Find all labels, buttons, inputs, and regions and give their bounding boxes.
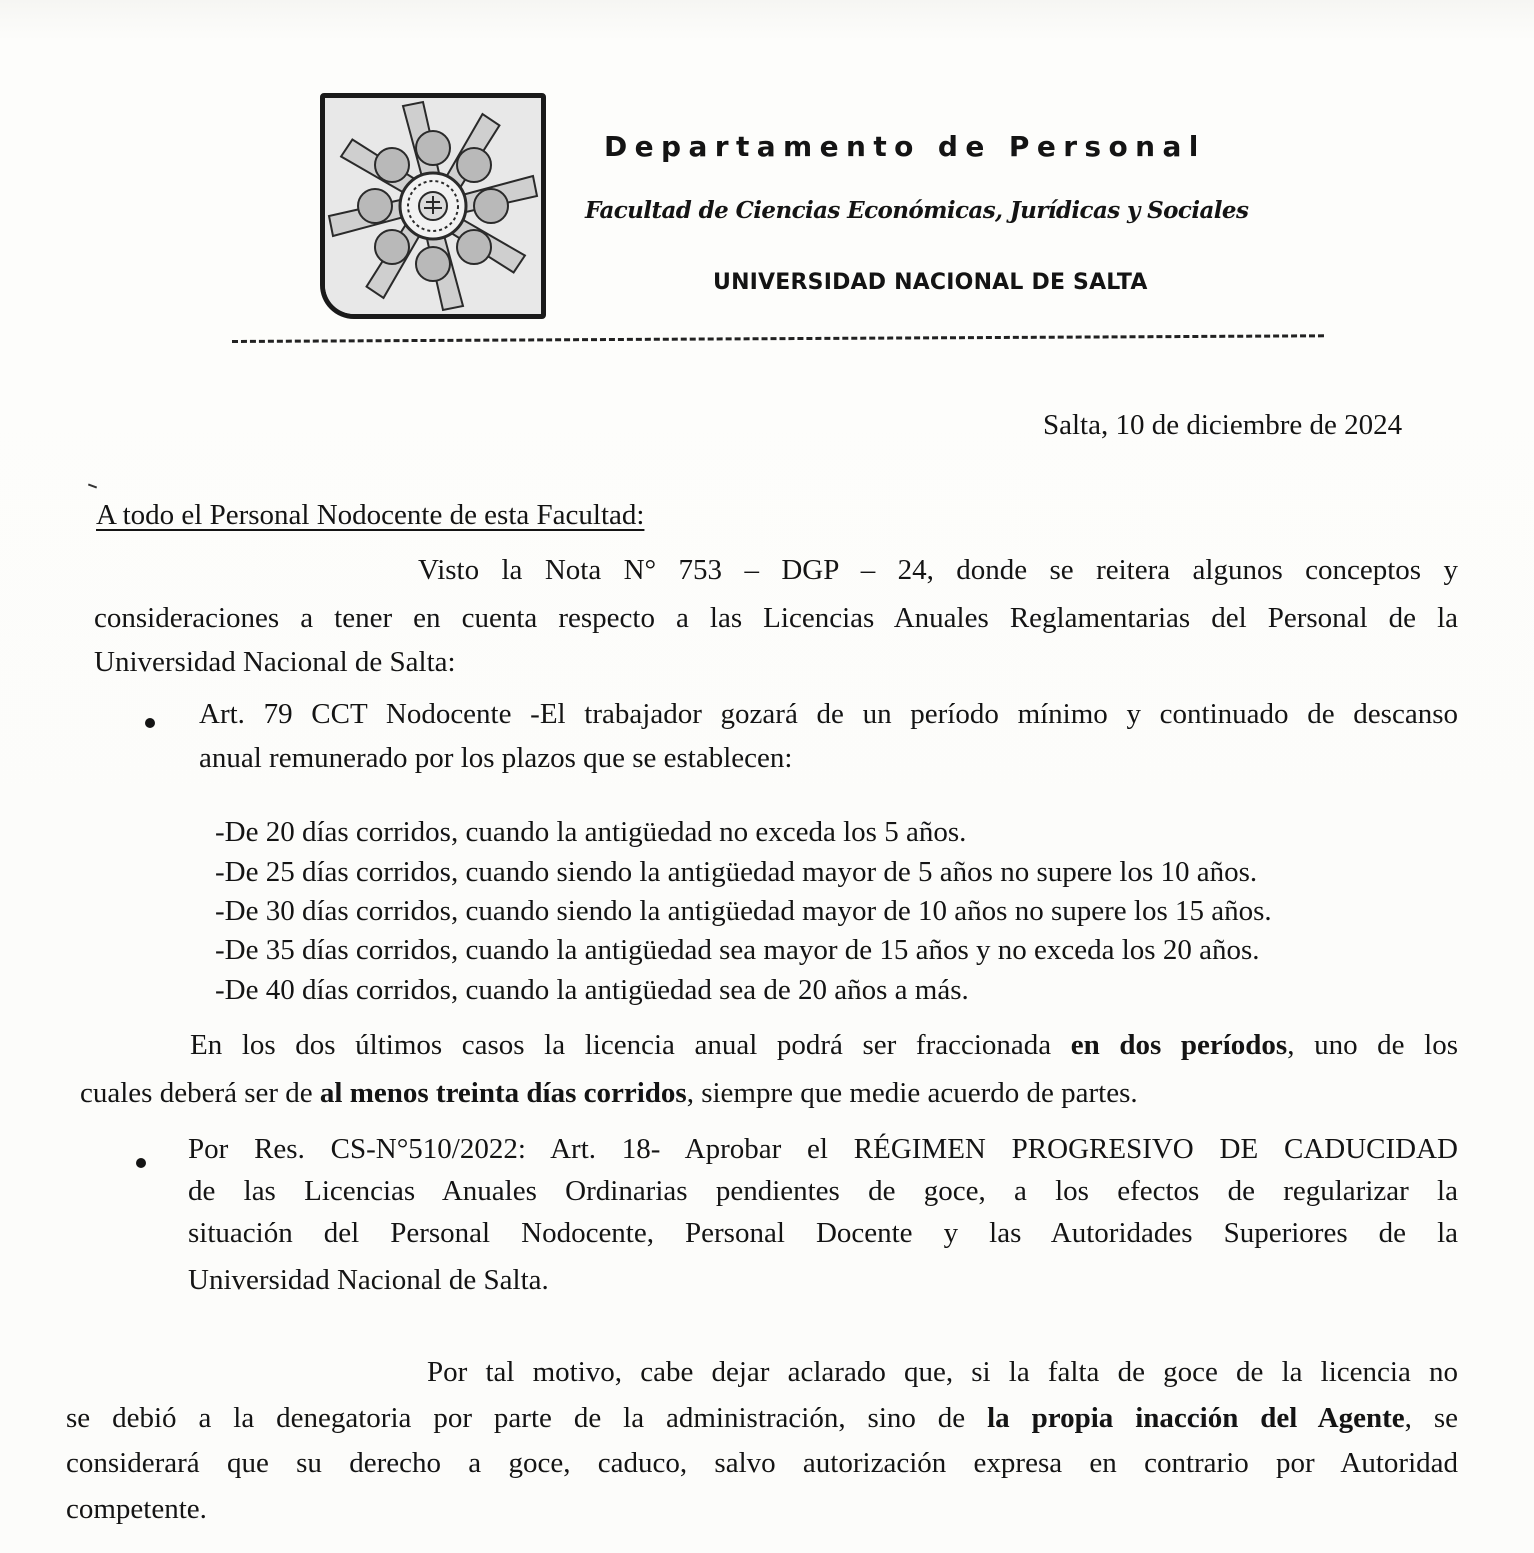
intro-line-2: consideraciones a tener en cuenta respecto a las Licencias Anuales Reglamentarias del Personal de la: [94, 602, 1458, 634]
period-item: -De 25 días corridos, cuando siendo la antigüedad mayor de 5 años no supere los 10 años.: [215, 856, 1258, 888]
bullet-2-dot: [136, 1158, 146, 1168]
emphasis-two-periods: en dos períodos: [1070, 1029, 1288, 1061]
period-item: -De 20 días corridos, cuando la antigüedad no exceda los 5 años.: [215, 816, 967, 848]
period-item: -De 35 días corridos, cuando la antigüedad sea mayor de 15 años y no exceda los 20 años.: [215, 934, 1260, 966]
bullet-2-line-1: Por Res. CS-N°510/2022: Art. 18- Aprobar el RÉGIMEN PROGRESIVO DE CADUCIDAD: [188, 1133, 1458, 1165]
letter-date: Salta, 10 de diciembre de 2024: [1043, 409, 1403, 441]
bullet-2-line-4: Universidad Nacional de Salta.: [188, 1264, 549, 1296]
closing-line-2: se debió a la denegatoria por parte de la administración, sino de la propia inacción del Agente, se: [66, 1402, 1458, 1434]
emphasis-agent-inaction: la propia inacción del Agente: [987, 1402, 1405, 1434]
closing-line-4: competente.: [66, 1493, 207, 1525]
emphasis-thirty-days: al menos treinta días corridos: [319, 1077, 687, 1109]
closing-line-1: Por tal motivo, cabe dejar aclarado que, si la falta de goce de la licencia no: [427, 1356, 1458, 1388]
intro-line-1: Visto la Nota N° 753 – DGP – 24, donde se reitera algunos conceptos y: [418, 554, 1458, 586]
bullet-1-dot: [145, 718, 155, 728]
department-title: Departamento de Personal: [604, 130, 1206, 163]
department-logo: [320, 93, 546, 319]
university-name: UNIVERSIDAD NACIONAL DE SALTA: [713, 270, 1148, 295]
addressee-heading: A todo el Personal Nodocente de esta Facultad:: [96, 499, 645, 531]
hands-circle-emblem-icon: [325, 98, 541, 314]
period-item: -De 30 días corridos, cuando siendo la antigüedad mayor de 10 años no supere los 15 años.: [215, 895, 1272, 927]
period-item: -De 40 días corridos, cuando la antigüedad sea de 20 años a más.: [215, 974, 969, 1006]
closing-line-3: considerará que su derecho a goce, caduco, salvo autorización expresa en contrario por Autoridad: [66, 1447, 1458, 1479]
faculty-name: Facultad de Ciencias Económicas, Jurídicas y Sociales: [585, 197, 1249, 224]
header-divider: [232, 334, 1324, 343]
intro-line-3: Universidad Nacional de Salta:: [94, 646, 456, 678]
fraction-line-2: cuales deberá ser de al menos treinta días corridos, siempre que medie acuerdo de partes.: [80, 1077, 1138, 1109]
fraction-line-1: En los dos últimos casos la licencia anual podrá ser fraccionada en dos períodos, uno de los: [190, 1029, 1458, 1061]
bullet-2-line-3: situación del Personal Nodocente, Personal Docente y las Autoridades Superiores de la: [188, 1217, 1458, 1249]
scan-mark: [88, 484, 97, 489]
bullet-1-line-2: anual remunerado por los plazos que se establecen:: [199, 742, 793, 774]
bullet-1-line-1: Art. 79 CCT Nodocente -El trabajador gozará de un período mínimo y continuado de descanso: [199, 698, 1458, 730]
bullet-2-line-2: de las Licencias Anuales Ordinarias pendientes de goce, a los efectos de regularizar la: [188, 1175, 1458, 1207]
